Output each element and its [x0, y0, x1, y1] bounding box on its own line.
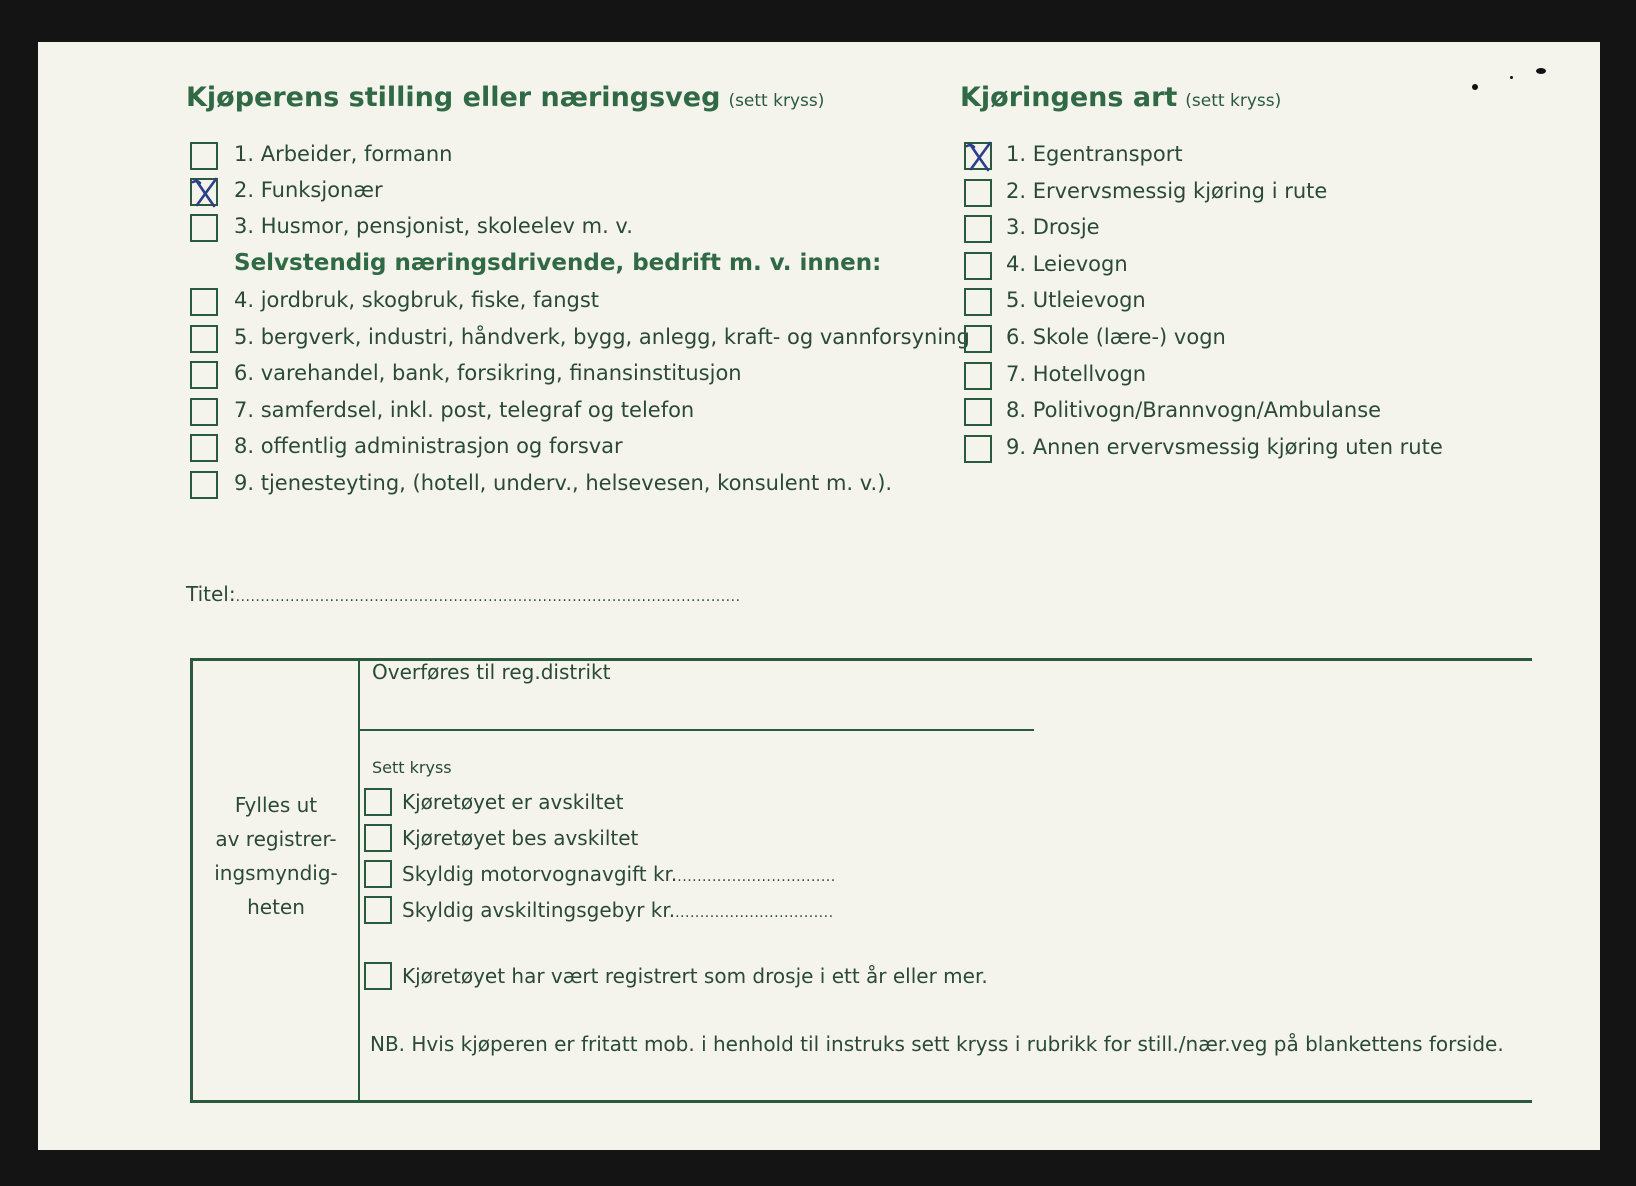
form-sheet	[38, 42, 1600, 1150]
authority-option	[402, 826, 638, 850]
box-divider	[358, 658, 360, 1103]
authority-checkbox[interactable]	[364, 896, 392, 924]
driving-type-option-label: 4. Leievogn	[1006, 251, 1128, 276]
side-label-line-1: Fylles ut	[234, 793, 318, 817]
occupation-checkbox[interactable]	[190, 142, 218, 170]
amount-dots: ................................	[675, 905, 834, 921]
side-label-line-2: av registrer-	[215, 827, 337, 851]
industry-checkbox[interactable]	[190, 434, 218, 462]
side-label-line-4: heten	[247, 895, 305, 919]
driving-type-option-label: 2. Ervervsmessig kjøring i rute	[1006, 178, 1328, 203]
self-employed-subheading: Selvstendig næringsdrivende, bedrift m. v. innen:	[234, 250, 882, 276]
driving-type-option-label: 3. Drosje	[1006, 215, 1100, 240]
industry-option-label: 8. offentlig administrasjon og forsvar	[234, 434, 623, 459]
right-title-note: (sett kryss)	[1185, 91, 1282, 111]
left-section-title	[186, 82, 824, 113]
driving-type-checkbox[interactable]	[964, 325, 992, 353]
industry-option-label: 6. varehandel, bank, forsikring, finansinstitusjon	[234, 361, 742, 386]
occupation-option-label: 2. Funksjonær	[234, 178, 383, 202]
left-title-text: Kjøperens stilling eller næringsveg	[186, 82, 721, 113]
industry-option-label: 5. bergverk, industri, håndverk, bygg, anlegg, kraft- og vannforsyning	[234, 324, 970, 349]
driving-type-checkbox[interactable]	[964, 142, 992, 170]
industry-option-label: 9. tjenesteyting, (hotell, underv., helsevesen, konsulent m. v.).	[234, 471, 893, 495]
right-section-title	[960, 82, 1281, 113]
authority-checkbox[interactable]	[364, 788, 392, 816]
cross-mark-icon	[188, 174, 224, 210]
driving-type-option-label: 9. Annen ervervsmessig kjøring uten rute	[1006, 434, 1443, 459]
industry-option-label: 7. samferdsel, inkl. post, telegraf og telefon	[234, 397, 695, 422]
driving-type-option-label: 1. Egentransport	[1006, 142, 1183, 166]
driving-type-option-label: 6. Skole (lære-) vogn	[1006, 325, 1226, 349]
drosje-option-label: Kjøretøyet har vært registrert som drosje i ett år eller mer.	[402, 964, 988, 988]
registration-authority-label	[198, 788, 354, 924]
titel-label: Titel:	[186, 582, 236, 606]
driving-type-checkbox[interactable]	[964, 288, 992, 316]
driving-type-option-label: 8. Politivogn/Brannvogn/Ambulanse	[1006, 398, 1382, 423]
driving-type-checkbox[interactable]	[964, 362, 992, 390]
occupation-option-label: 1. Arbeider, formann	[234, 142, 453, 166]
transfer-district-label: Overføres til reg.distrikt	[372, 660, 611, 684]
driving-type-checkbox[interactable]	[964, 252, 992, 280]
driving-type-checkbox[interactable]	[964, 179, 992, 207]
right-title-text: Kjøringens art	[960, 82, 1178, 113]
authority-option-label: Kjøretøyet bes avskiltet	[402, 826, 639, 850]
industry-checkbox[interactable]	[190, 288, 218, 316]
amount-dots: ................................	[677, 869, 836, 885]
authority-option-label: Skyldig motorvognavgift kr.	[402, 862, 678, 886]
dust-speck	[1472, 84, 1478, 90]
cross-mark-icon	[962, 138, 998, 174]
industry-checkbox[interactable]	[190, 361, 218, 389]
occupation-option-label: 3. Husmor, pensjonist, skoleelev m. v.	[234, 214, 633, 238]
titel-dots: ......................................................................................................	[235, 589, 741, 605]
driving-type-checkbox[interactable]	[964, 215, 992, 243]
driving-type-option-label: 5. Utleievogn	[1006, 288, 1146, 313]
occupation-checkbox[interactable]	[190, 178, 218, 206]
driving-type-option-label: 7. Hotellvogn	[1006, 361, 1147, 386]
driving-type-checkbox[interactable]	[964, 398, 992, 426]
transfer-underline	[360, 729, 1034, 731]
titel-field[interactable]	[186, 582, 741, 606]
dust-speck	[1536, 68, 1546, 74]
drosje-checkbox[interactable]	[364, 962, 392, 990]
dust-speck	[1510, 76, 1513, 79]
side-label-line-3: ingsmyndig-	[214, 861, 338, 885]
left-title-note: (sett kryss)	[728, 91, 825, 111]
driving-type-checkbox[interactable]	[964, 435, 992, 463]
authority-checkbox[interactable]	[364, 824, 392, 852]
authority-option	[402, 862, 836, 886]
sett-kryss-label: Sett kryss	[372, 758, 452, 777]
nb-note: NB. Hvis kjøperen er fritatt mob. i henhold til instruks sett kryss i rubrikk for still./nær.veg på blankettens forside.	[370, 1032, 1504, 1056]
industry-checkbox[interactable]	[190, 471, 218, 499]
industry-checkbox[interactable]	[190, 325, 218, 353]
box-bottom-border	[190, 1100, 1532, 1103]
industry-checkbox[interactable]	[190, 398, 218, 426]
industry-option-label: 4. jordbruk, skogbruk, fiske, fangst	[234, 288, 600, 312]
box-left-border	[190, 658, 193, 1103]
authority-option	[402, 790, 624, 814]
authority-option-label: Kjøretøyet er avskiltet	[402, 790, 624, 814]
occupation-checkbox[interactable]	[190, 214, 218, 242]
authority-checkbox[interactable]	[364, 860, 392, 888]
authority-option	[402, 898, 834, 922]
authority-option-label: Skyldig avskiltingsgebyr kr.	[402, 898, 676, 922]
